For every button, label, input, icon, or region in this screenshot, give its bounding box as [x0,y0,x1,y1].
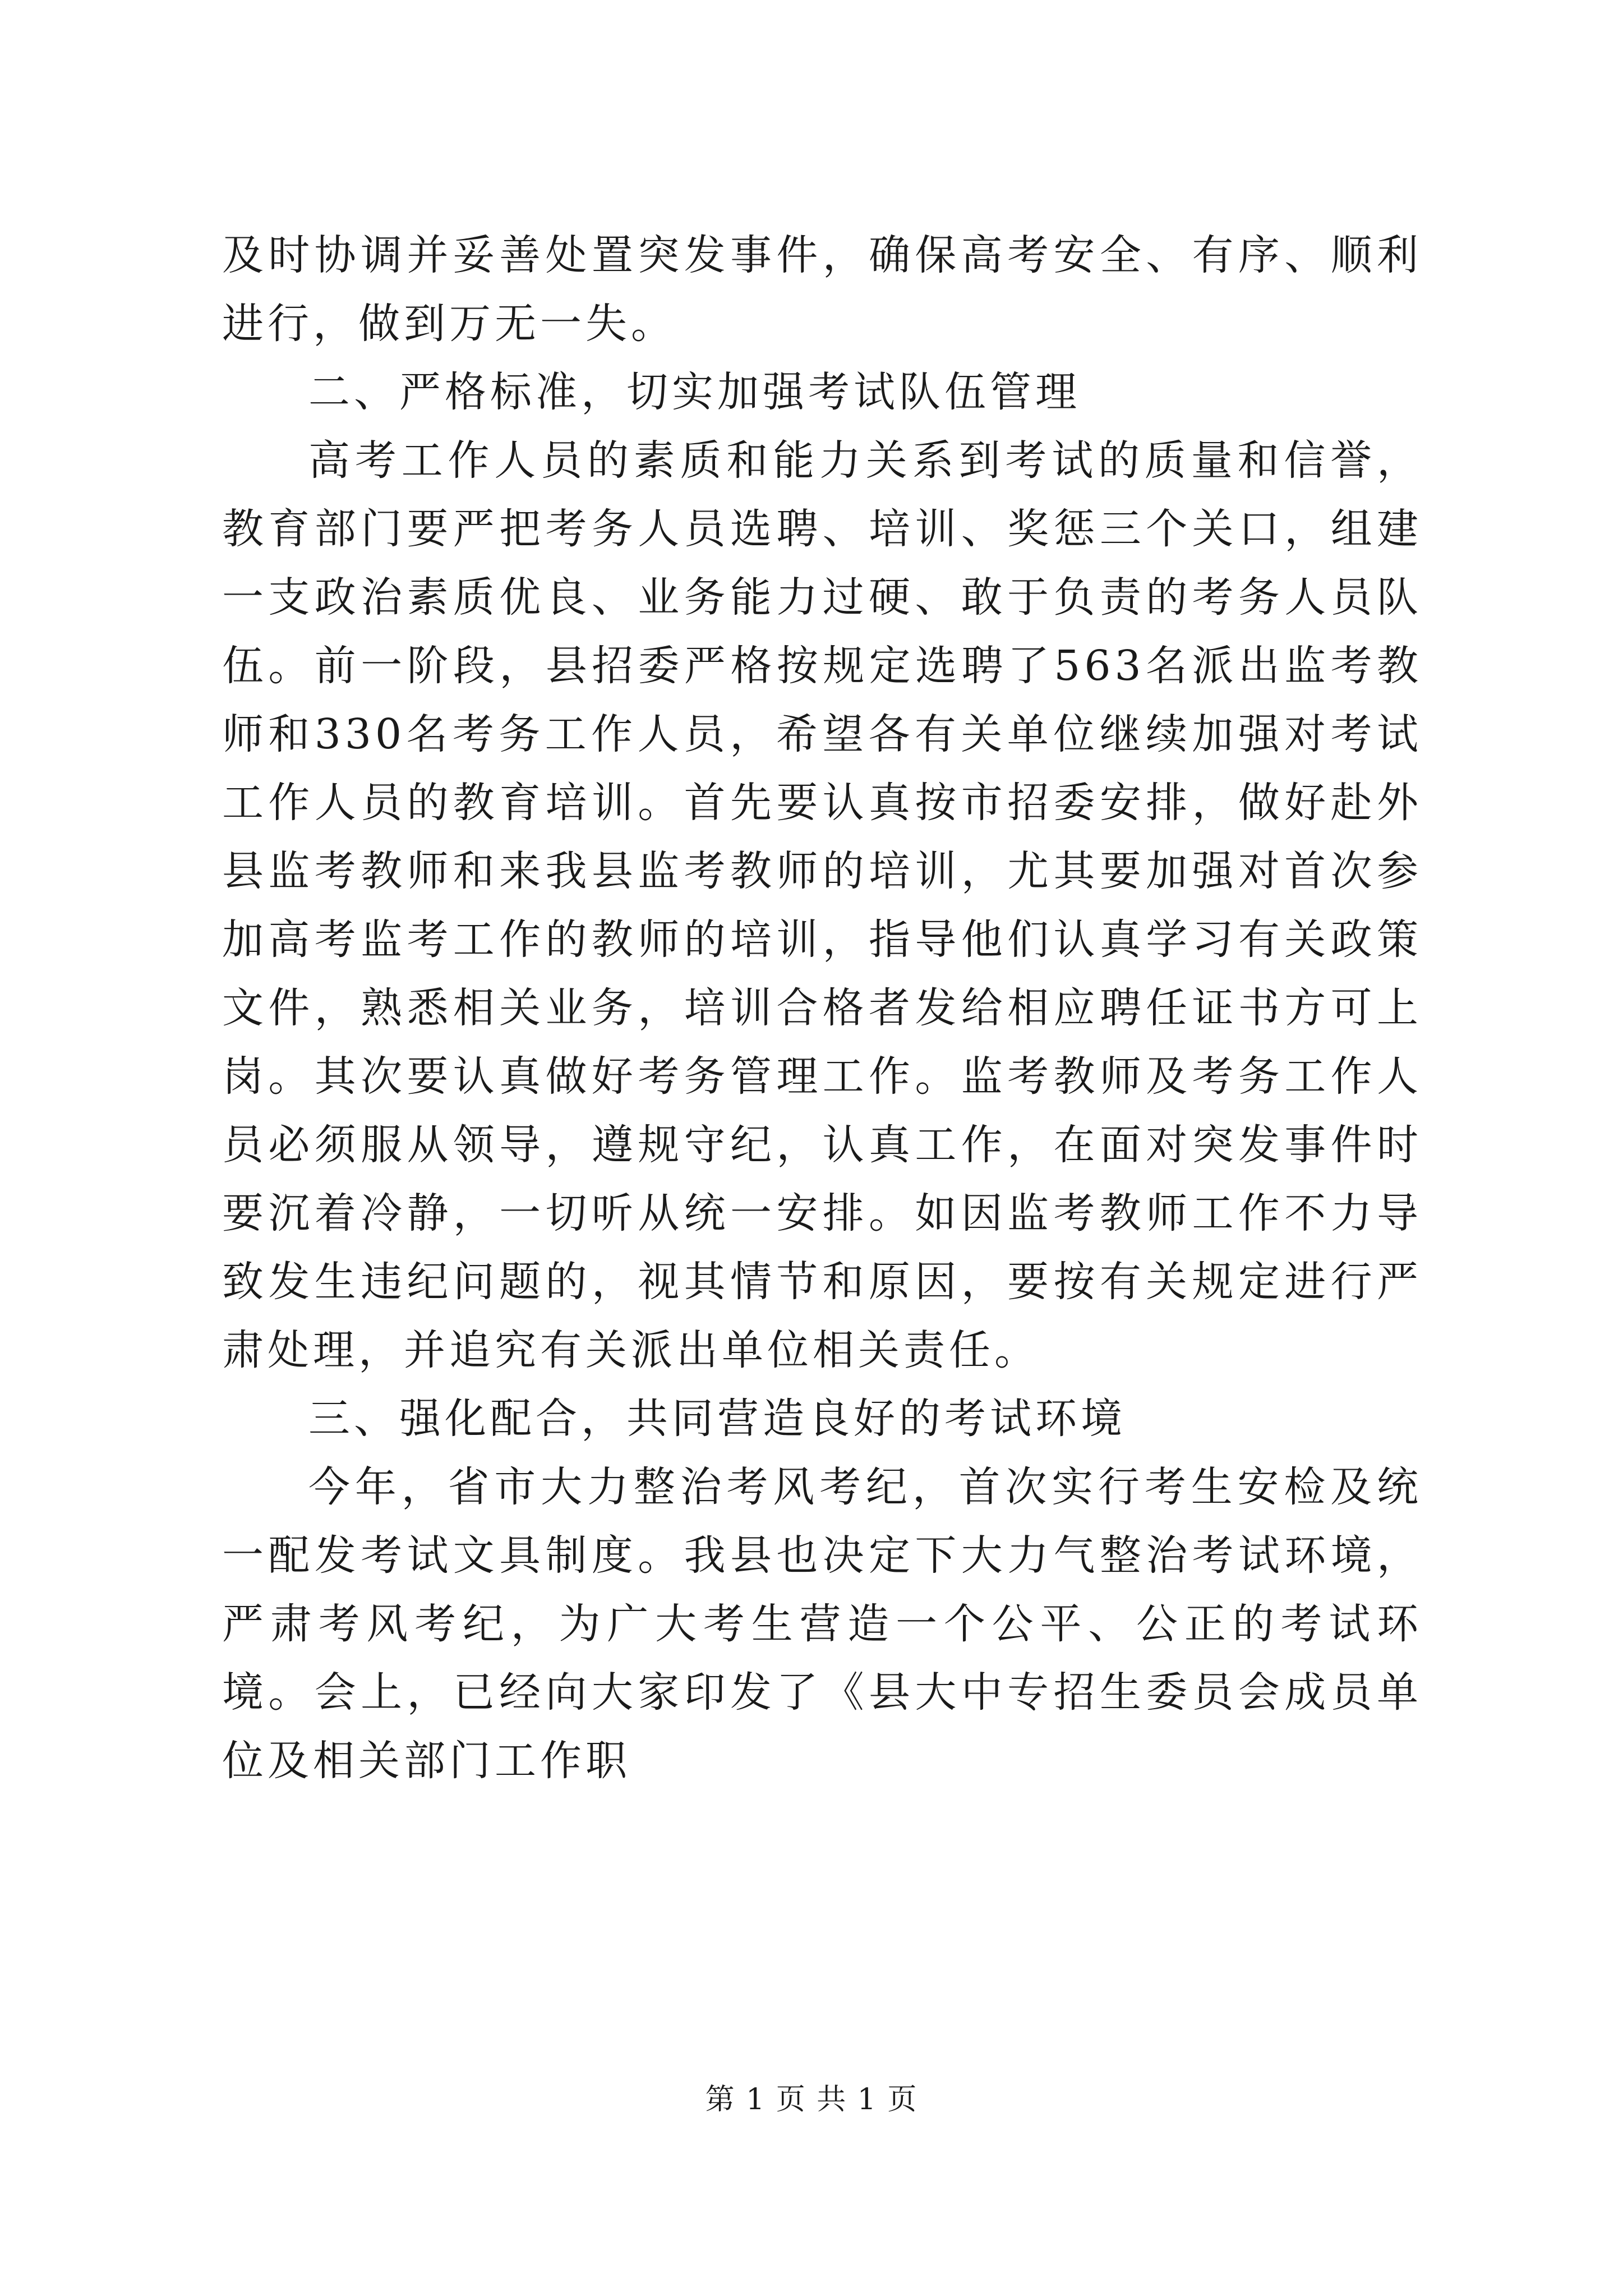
section-heading-three: 三、强化配合，共同营造良好的考试环境 [308,1395,1126,1443]
paragraph-exam-environment: 今年，省市大力整治考风考纪，首次实行考生安检及统一配发考试文具制度。我县也决定下大力气整治考试环境，严肃考风考纪，为广大考生营造一个公平、公正的考试环境。会上，已经向大家印发了《县大中专招生委员会成员单位及相关部门工作职 [222,1463,1422,1785]
page-footer: 第 1 页 共 1 页 [705,2083,918,2116]
document-body [222,221,1422,1795]
section-heading-two: 二、严格标准，切实加强考试队伍管理 [308,368,1081,416]
paragraph-continuation: 及时协调并妥善处置突发事件，确保高考安全、有序、顺利进行，做到万无一失。 [222,231,1422,348]
paragraph-staff-management: 高考工作人员的素质和能力关系到考试的质量和信誉，教育部门要严把考务人员选聘、培训、奖惩三个关口，组建一支政治素质优良、业务能力过硬、敢于负责的考务人员队伍。前一阶段，县招委严格按规定选聘了563名派出监考教师和330名考务工作人员，希望各有关单位继续加强对考试工作人员的教育培训。首先要认真按市招委安排，做好赴外县监考教师和来我县监考教师的培训，尤其要加强对首次参加高考监考工作的教师的培训，指导他们认真学习有关政策文件，熟悉相关业务，培训合格者发给相应聘任证书方可上岗。其次要认真做好考务管理工作。监考教师及考务工作人员必须服从领导，遵规守纪，认真工作，在面对突发事件时要沉着冷静，一切听从统一安排。如因监考教师工作不力导致发生违纪问题的，视其情节和原因，要按有关规定进行严肃处理，并追究有关派出单位相关责任。 [222,436,1422,1374]
